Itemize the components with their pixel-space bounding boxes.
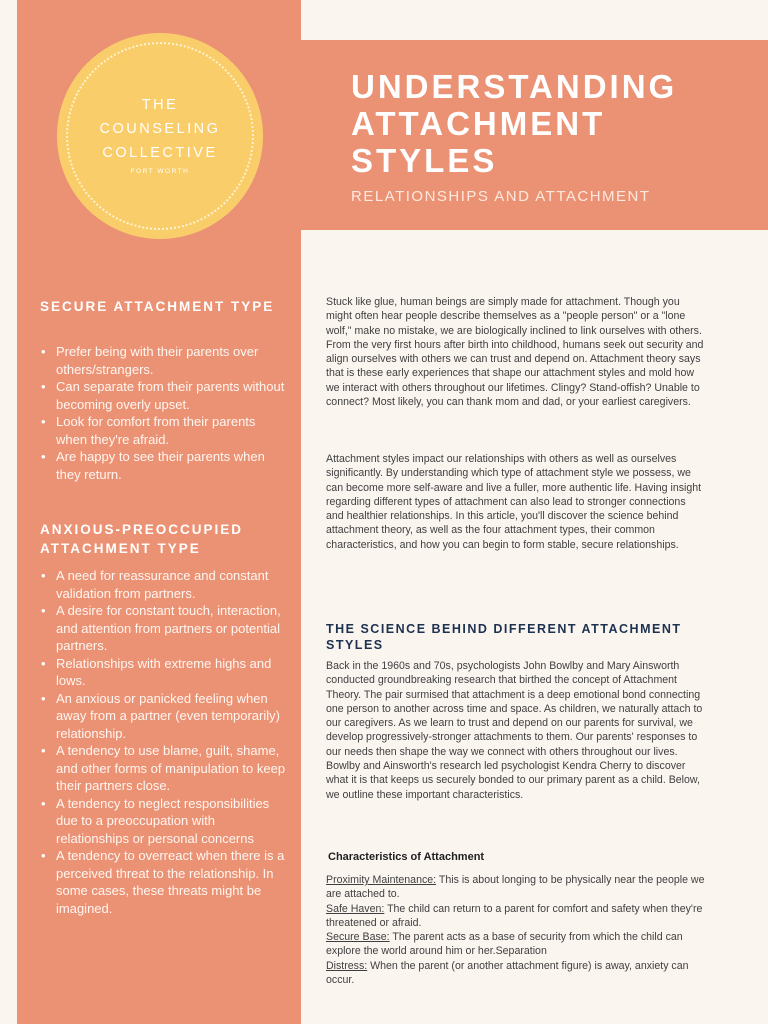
list-item: • Can separate from their parents without becoming overly upset. bbox=[40, 378, 286, 413]
anxious-attachment-list bbox=[40, 567, 286, 917]
logo-name-line: COLLECTIVE bbox=[102, 145, 218, 161]
characteristic-item bbox=[326, 930, 706, 959]
list-item: • A desire for constant touch, interaction, and attention from partners or potential partners. bbox=[40, 602, 286, 655]
intro-paragraph-1: Stuck like glue, human beings are simply made for attachment. Though you might often hear people describe themselves as a "people person" or a "lone wolf," make no mistake, we are biologically inclined to link ourselves with others. From the very first hours after birth into childhood, humans seek out security and align ourselves with others we can trust and depend on. Attachment theory says that is these early experiences that shape our attachment styles and mold how we interact with others throughout our lifetimes. Clingy? Stand-offish? Unable to connect? Most likely, you can thank mom and dad, or your earliest caregivers. bbox=[326, 296, 704, 409]
characteristic-term: Safe Haven: bbox=[326, 902, 385, 915]
list-item: • A tendency to use blame, guilt, shame, and other forms of manipulation to keep their partners close. bbox=[40, 742, 286, 795]
title-line: ATTACHMENT bbox=[351, 105, 606, 142]
list-item: • A tendency to overreact when there is a perceived threat to the relationship. In some cases, these threats might be imagined. bbox=[40, 847, 286, 917]
logo-name-line: THE bbox=[141, 97, 179, 113]
characteristic-item bbox=[326, 902, 706, 931]
list-item: • Are happy to see their parents when they return. bbox=[40, 448, 286, 483]
list-item: • Prefer being with their parents over others/strangers. bbox=[40, 343, 286, 378]
list-item: • A need for reassurance and constant validation from partners. bbox=[40, 567, 286, 602]
secure-attachment-list bbox=[40, 343, 286, 483]
characteristic-text: The child can return to a parent for comfort and safety when they're threatened or afraid. bbox=[326, 902, 703, 929]
intro-paragraph-2: Attachment styles impact our relationships with others as well as ourselves significantly. By understanding which type of attachment style we possess, we can become more self-aware and live a fuller, more authentic life. Having insight regarding different types of attachment can also lead to stronger connections and healthier relationships. In this article, you'll discover the science behind attachment theory, as well as the four attachment types, their common characteristics, and how you can begin to form stable, secure relationships. bbox=[326, 453, 702, 551]
characteristic-term: Distress: bbox=[326, 959, 368, 972]
characteristics-heading: Characteristics of Attachment bbox=[328, 851, 485, 863]
logo-name bbox=[57, 93, 263, 165]
logo-city: FORT WORTH bbox=[130, 168, 190, 175]
list-item: • An anxious or panicked feeling when away from a partner (even temporarily) relationship. bbox=[40, 690, 286, 743]
characteristics-list bbox=[326, 873, 706, 987]
science-heading: THE SCIENCE BEHIND DIFFERENT ATTACHMENT STYLES bbox=[326, 622, 682, 652]
title-line: UNDERSTANDING bbox=[351, 68, 678, 105]
characteristic-text: The parent acts as a base of security from which the child can explore the world around him or her.Separation bbox=[326, 931, 683, 958]
anxious-attachment-heading: ANXIOUS-PREOCCUPIED ATTACHMENT TYPE bbox=[40, 522, 244, 556]
logo-name-line: COUNSELING bbox=[99, 121, 221, 137]
list-item: • Relationships with extreme highs and lows. bbox=[40, 655, 286, 690]
characteristic-text: When the parent (or another attachment figure) is away, anxiety can occur. bbox=[326, 959, 689, 987]
list-item: • Look for comfort from their parents when they're afraid. bbox=[40, 413, 286, 448]
characteristic-item bbox=[326, 959, 706, 988]
characteristic-term: Secure Base: bbox=[326, 931, 390, 944]
characteristic-term: Proximity Maintenance: bbox=[326, 874, 437, 886]
secure-attachment-heading: SECURE ATTACHMENT TYPE bbox=[40, 299, 275, 314]
page-subtitle: RELATIONSHIPS AND ATTACHMENT bbox=[351, 188, 651, 205]
page-title bbox=[351, 68, 761, 179]
counseling-collective-logo bbox=[57, 33, 263, 239]
list-item: • A tendency to neglect responsibilities due to a preoccupation with relationships or personal concerns bbox=[40, 795, 286, 848]
science-paragraph: Back in the 1960s and 70s, psychologists John Bowlby and Mary Ainsworth conducted groundbreaking research that birthed the concept of Attachment Theory. The pair surmised that attachment is a deep emotional bond connecting one person to another across time and space. As children, we naturally attach to our caregivers. As we learn to trust and depend on our parents for survival, we develop progressively-stronger attachments to them. Our parents' responses to our needs then shape the way we connect with others throughout our lives. Bowlby and Ainsworth's research led psychologist Kendra Cherry to discover what it is that keeps us securely bonded to our primary parent as a child. Below, we outline these important characteristics. bbox=[326, 660, 703, 801]
title-line: STYLES bbox=[351, 142, 498, 179]
characteristic-item bbox=[326, 873, 706, 902]
characteristic-text: This is about longing to be physically near the people we are attached to. bbox=[326, 874, 705, 901]
